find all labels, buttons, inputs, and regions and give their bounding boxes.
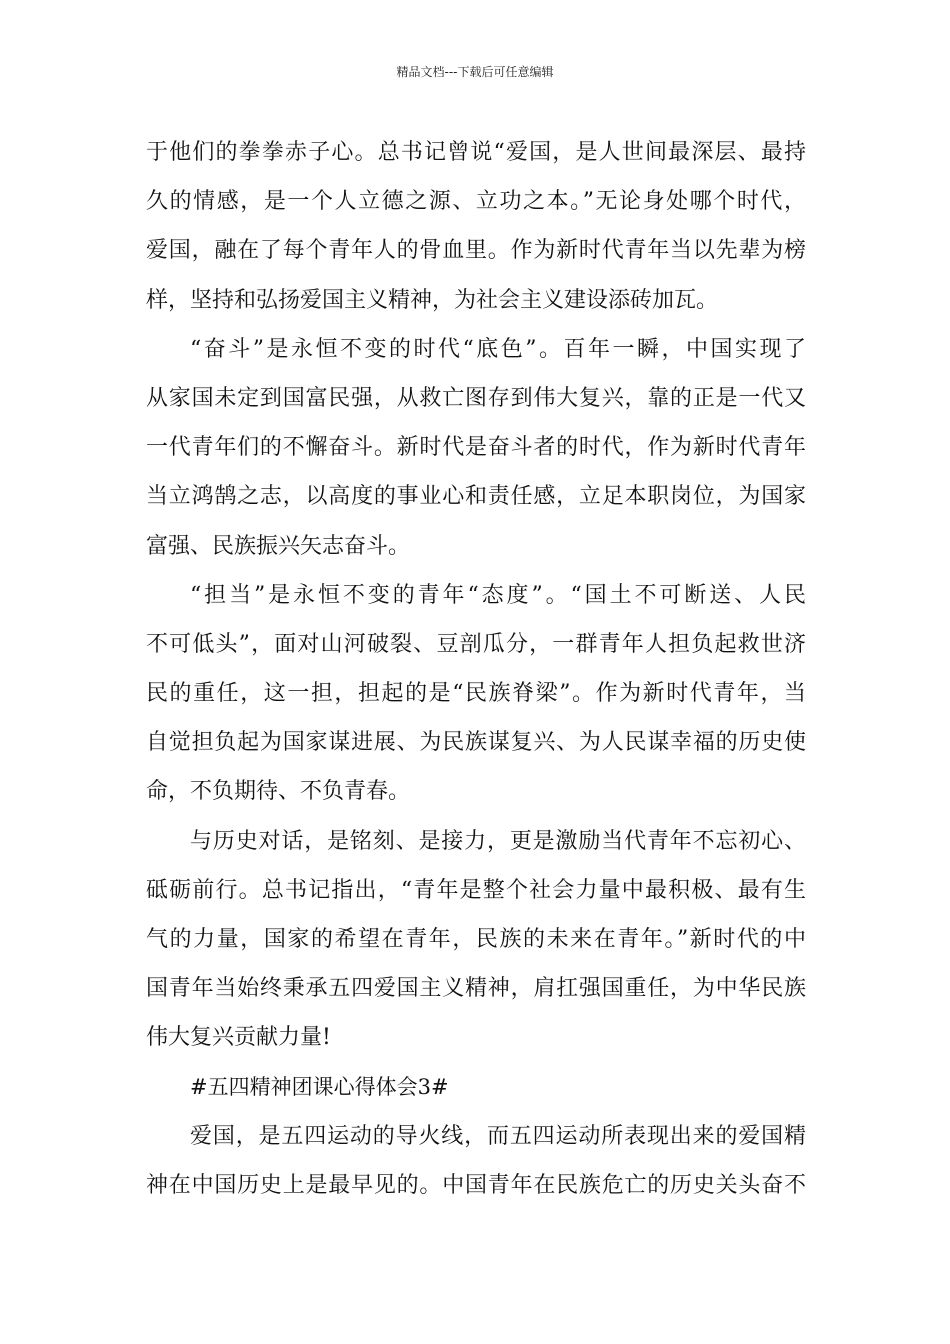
text-line: “奋斗”是永恒不变的时代“底色”。百年一瞬，中国实现了 xyxy=(190,336,806,362)
text-line: 一代青年们的不懈奋斗。新时代是奋斗者的时代，作为新时代青年 xyxy=(146,435,806,461)
text-line: 砥砺前行。总书记指出，“青年是整个社会力量中最积极、最有生 xyxy=(146,877,806,903)
text-line: 当立鸿鹄之志，以高度的事业心和责任感，立足本职岗位，为国家 xyxy=(146,484,806,510)
text-line: 富强、民族振兴矢志奋斗。 xyxy=(146,533,411,559)
document-body xyxy=(146,128,806,1210)
text-line: 爱国，融在了每个青年人的骨血里。作为新时代青年当以先辈为榜 xyxy=(146,238,806,264)
text-line: 国青年当始终秉承五四爱国主义精神，肩扛强国重任，为中华民族 xyxy=(146,976,806,1002)
section-heading: #五四精神团课心得体会3# xyxy=(190,1074,449,1099)
text-line: 样，坚持和弘扬爱国主义精神，为社会主义建设添砖加瓦。 xyxy=(146,287,719,313)
text-line: 从家国未定到国富民强，从救亡图存到伟大复兴，靠的正是一代又 xyxy=(146,385,806,411)
text-line: 久的情感，是一个人立德之源、立功之本。”无论身处哪个时代， xyxy=(146,189,806,215)
page-header: 精品文档---下载后可任意编辑 xyxy=(396,65,554,79)
text-line: 不可低头”，面对山河破裂、豆剖瓜分，一群青年人担负起救世济 xyxy=(146,631,806,657)
text-line: 气的力量，国家的希望在青年，民族的未来在青年。”新时代的中 xyxy=(146,927,806,952)
text-line: 伟大复兴贡献力量! xyxy=(146,1025,331,1051)
text-line: 爱国，是五四运动的导火线，而五四运动所表现出来的爱国精 xyxy=(190,1123,806,1149)
text-line: 民的重任，这一担，担起的是“民族脊梁”。作为新时代青年，当 xyxy=(146,681,806,707)
text-line: “担当”是永恒不变的青年“态度”。“国土不可断送、人民 xyxy=(190,582,806,608)
text-line: 命，不负期待、不负青春。 xyxy=(146,779,411,805)
text-line: 于他们的拳拳赤子心。总书记曾说“爱国，是人世间最深层、最持 xyxy=(146,140,806,165)
text-line: 与历史对话，是铭刻、是接力，更是激励当代青年不忘初心、 xyxy=(190,828,806,854)
text-line: 神在中国历史上是最早见的。中国青年在民族危亡的历史关头奋不 xyxy=(146,1172,806,1198)
text-line: 自觉担负起为国家谋进展、为民族谋复兴、为人民谋幸福的历史使 xyxy=(146,730,806,756)
